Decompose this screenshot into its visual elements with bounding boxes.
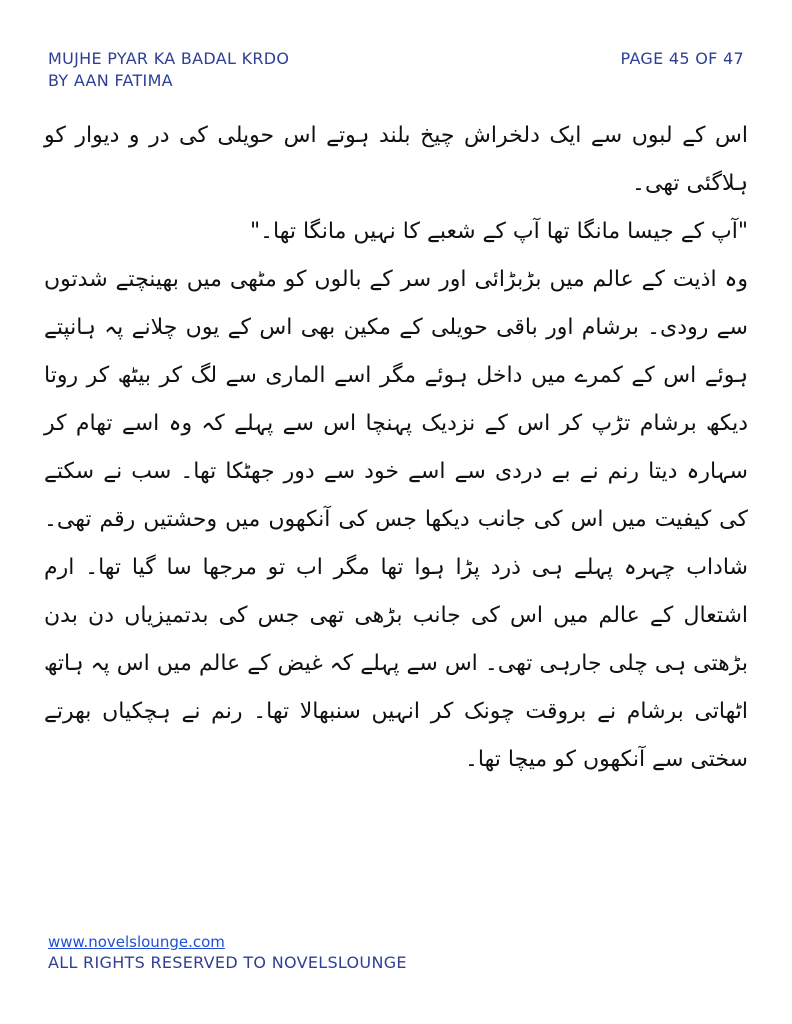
header-left-block: [48, 48, 289, 92]
rights-notice: ALL RIGHTS RESERVED TO NOVELSLOUNGE: [48, 953, 407, 972]
page-footer: [48, 932, 407, 974]
body-paragraph: اس کے لبوں سے ایک دلخراش چیخ بلند ہوتے اس حویلی کی در و دیوار کو ہلاگئی تھی۔: [44, 123, 748, 196]
body-paragraph: وہ اذیت کے عالم میں بڑبڑائی اور سر کے بالوں کو مٹھی میں بھینچتے شدتوں سے رودی۔ برشام اور باقی حویلی کے مکین بھی اس کے یوں چلانے پہ ہانپتے ہوئے اس کے کمرے میں داخل ہوئے مگر اسے الماری سے لگ کر بیٹھ کر روتا دیکھ برشام تڑپ کر اس کے نزدیک پہنچا اس سے پہلے کہ وہ اسے تھام کر سہارہ دیتا رنم نے بے دردی سے اسے خود سے دور جھٹکا تھا۔ سب نے سکتے کی کیفیت میں اس کی جانب دیکھا جس کی آنکھوں میں وحشتیں رقم تھی۔ شاداب چہرہ پہلے ہی ذرد پڑا ہوا تھا مگر اب تو مرجھا سا گیا تھا۔ ارم اشتعال کے عالم میں اس کی جانب بڑھی تھی جس کی بدتمیزیاں دن بدن بڑھتی ہی چلی جارہی تھی۔ اس سے پہلے کہ غیض کے عالم میں اس پہ ہاتھ اٹھاتی برشام نے بروقت چونک کر انہیں سنبھالا تھا۔ رنم نے ہچکیاں بھرتے سختی سے آنکھوں کو میچا تھا۔: [44, 267, 748, 772]
author-name: BY AAN FATIMA: [48, 71, 173, 90]
body-paragraph: "آپ کے جیسا مانگا تھا آپ کے شعبے کا نہیں مانگا تھا۔": [249, 219, 748, 244]
website-link[interactable]: www.novelslounge.com: [48, 933, 225, 951]
novel-title: MUJHE PYAR KA BADAL KRDO: [48, 49, 290, 68]
page-number: PAGE 45 OF 47: [620, 49, 744, 68]
page-header: [48, 48, 744, 92]
page-body: [44, 112, 748, 902]
